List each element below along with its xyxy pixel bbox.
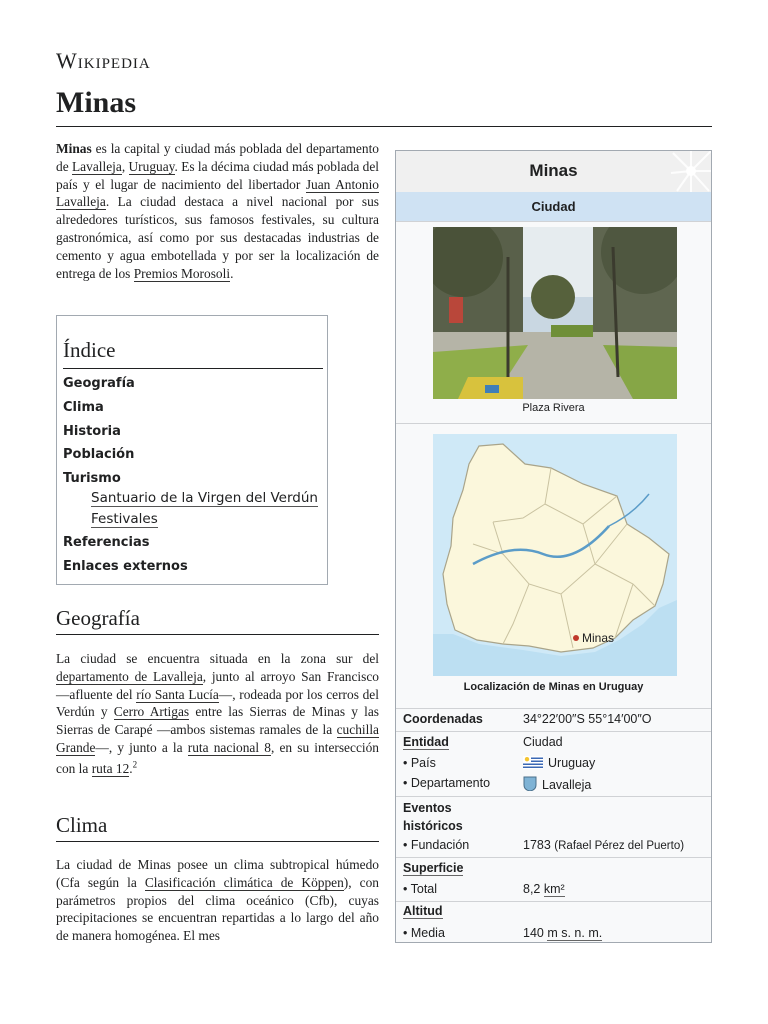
- media-value: [523, 926, 602, 940]
- altitud-label-text[interactable]: Altitud: [403, 904, 443, 918]
- lavalleja-coat-of-arms-icon: [523, 776, 537, 791]
- wiki-link[interactable]: Premios Morosoli: [133, 265, 231, 281]
- text-run: ,: [121, 158, 129, 174]
- wiki-link[interactable]: río Santa Lucía: [136, 686, 219, 702]
- pais-value[interactable]: [523, 756, 595, 770]
- text-run: , junto al arroyo San Francisco —afluente del: [56, 668, 379, 702]
- sunburst-decoration: [651, 151, 711, 192]
- text-run: La ciudad se encuentra situada en la zona sur del: [56, 651, 379, 666]
- geografia-paragraph: [56, 650, 379, 778]
- infobox-title: Minas: [529, 161, 578, 180]
- superficie-label[interactable]: [403, 861, 463, 875]
- toc-item-turismo[interactable]: Turismo: [63, 471, 121, 486]
- wiki-link[interactable]: departamento de Lavalleja: [56, 668, 203, 684]
- fundacion-note: (Rafael Pérez del Puerto): [554, 840, 685, 852]
- page-title: Minas: [56, 86, 137, 119]
- entidad-label-text[interactable]: Entidad: [403, 735, 449, 749]
- wiki-link[interactable]: Uruguay: [128, 158, 175, 174]
- photo-caption: Plaza Rivera: [522, 402, 585, 414]
- total-label: • Total: [403, 882, 438, 896]
- bold-text: Minas: [56, 141, 92, 156]
- section-heading-geografia: Geografía: [56, 606, 140, 630]
- wiki-link[interactable]: Cerro Artigas: [113, 704, 190, 720]
- title-divider: [56, 126, 712, 127]
- toc-item-poblacion[interactable]: Población: [63, 447, 135, 462]
- wiki-link[interactable]: ruta 12: [91, 761, 130, 777]
- text-run: .: [129, 761, 133, 777]
- entidad-value: Ciudad: [523, 735, 563, 749]
- intro-paragraph: [56, 140, 379, 282]
- fundacion-year: 1783: [523, 838, 551, 852]
- text-run: La ciudad de Minas posee un clima subtropical húmedo (Cfa según la: [56, 857, 379, 890]
- toc-heading: Índice: [63, 338, 116, 362]
- toc-item-historia[interactable]: Historia: [63, 424, 121, 439]
- eventos-label: Eventos históricos: [403, 801, 463, 833]
- toc-subitem-santuario[interactable]: Santuario de la Virgen del Verdún: [91, 490, 318, 506]
- infobox-subtitle: Ciudad: [396, 192, 711, 221]
- uruguay-flag-icon: [523, 756, 543, 769]
- section-divider: [56, 841, 379, 842]
- wiki-link[interactable]: Juan Antonio Lavalleja: [56, 176, 379, 210]
- entidad-label[interactable]: [403, 735, 449, 749]
- text-run: entre las Sierras de Minas y las Sierras de Carapé —ambos sistemas ramales de la: [56, 704, 379, 738]
- text-run: . Es la décima ciudad más poblada del país y el lugar de nacimiento del libertador: [56, 158, 380, 192]
- text-run: .: [230, 265, 234, 281]
- text-run: , en su intersección con la: [56, 739, 379, 777]
- wiki-link[interactable]: cuchilla Grande: [56, 722, 379, 755]
- coordenadas-label: Coordenadas: [403, 712, 483, 726]
- toc-item-enlaces-externos[interactable]: Enlaces externos: [63, 559, 188, 574]
- toc-item-clima[interactable]: Clima: [63, 400, 104, 415]
- minas-location-marker: [573, 635, 579, 641]
- fundacion-label: • Fundación: [403, 838, 470, 852]
- total-value: [523, 882, 565, 896]
- altitud-label[interactable]: [403, 904, 443, 918]
- text-run: —, y junto a la: [95, 739, 188, 755]
- geografia-text: [56, 651, 379, 776]
- map-label-minas: Minas: [582, 631, 615, 645]
- reference-link[interactable]: 2: [132, 759, 138, 770]
- wikipedia-wordmark[interactable]: Wikipedia: [56, 48, 151, 73]
- total-number: 8,2: [523, 882, 541, 896]
- fundacion-value: [523, 838, 684, 852]
- infobox-divider: [396, 901, 711, 902]
- text-run: . La ciudad destaca a nivel nacional por sus alrededores turísticos, sus famosos festivales, su cultura gastronómica, así como por sus destacadas industrias de cemento y agua embotellada y por ser la localización de entrega de los: [56, 194, 379, 281]
- text-run: —, rodeada por los cerros del Verdún y: [56, 686, 379, 720]
- wiki-link[interactable]: Clasificación climática de Köppen: [144, 874, 344, 890]
- infobox-divider: [396, 423, 711, 424]
- uruguay-location-map[interactable]: [433, 434, 677, 676]
- table-of-contents: [56, 315, 328, 585]
- departamento-value-text[interactable]: Lavalleja: [542, 778, 592, 792]
- wiki-link[interactable]: ruta nacional 8: [187, 739, 271, 755]
- coordenadas-value[interactable]: 34°22′00″S 55°14′00″O: [523, 712, 652, 726]
- departamento-label: • Departamento: [403, 776, 491, 790]
- wiki-link[interactable]: Lavalleja: [72, 158, 122, 174]
- superficie-label-text[interactable]: Superficie: [403, 861, 464, 875]
- infobox-divider: [396, 857, 711, 858]
- pais-label: • País: [403, 756, 436, 770]
- text-run: ), con parámetros propios del clima oceánico (Cfb), cuyas precipitaciones se encuentran repartidas a lo largo del año de manera homogénea. El mes: [56, 874, 379, 944]
- media-unit[interactable]: m s. n. m.: [547, 926, 603, 940]
- clima-text: [56, 857, 379, 943]
- clima-paragraph: [56, 856, 379, 946]
- toc-item-referencias[interactable]: Referencias: [63, 535, 150, 550]
- infobox: [395, 150, 712, 943]
- toc-item-geografia[interactable]: Geografía: [63, 376, 135, 391]
- plaza-rivera-photo[interactable]: [433, 227, 677, 399]
- media-label: • Media: [403, 926, 445, 940]
- infobox-divider: [396, 708, 711, 709]
- map-caption: Localización de Minas en Uruguay: [463, 681, 644, 693]
- text-run: es la capital y ciudad más poblada del departamento de: [56, 141, 379, 174]
- total-unit[interactable]: km²: [543, 882, 565, 896]
- section-heading-clima: Clima: [56, 813, 108, 837]
- toc-subitem-festivales[interactable]: Festivales: [91, 511, 158, 527]
- pais-value-text[interactable]: Uruguay: [548, 756, 596, 770]
- infobox-header: [396, 151, 711, 192]
- section-divider: [56, 634, 379, 635]
- intro-text: [56, 140, 379, 282]
- departamento-value[interactable]: [523, 776, 591, 792]
- infobox-divider: [396, 796, 711, 797]
- infobox-divider: [396, 731, 711, 732]
- infobox-divider: [396, 221, 711, 222]
- toc-divider: [63, 368, 323, 369]
- media-number: 140: [523, 926, 544, 940]
